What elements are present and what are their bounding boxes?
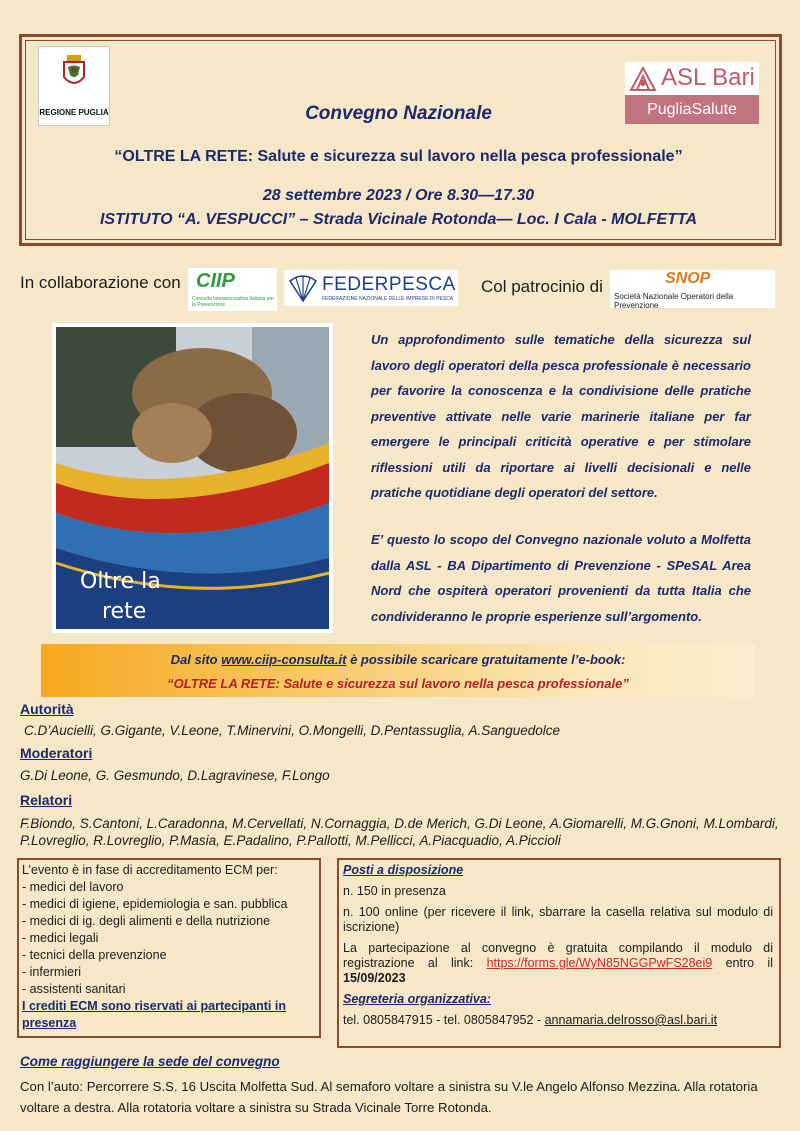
partecipazione-text: La partecipazione al convegno è gratuita compilando il modulo di registrazione al link: (343, 941, 773, 970)
photo-caption-line2: rete (102, 599, 147, 624)
ciip-site-link[interactable]: www.ciip-consulta.it (221, 652, 347, 667)
registration-link[interactable]: https://forms.gle/WyN85NGGPwFS28ei9 (486, 956, 713, 970)
directions-heading: Come raggiungere la sede del convegno (20, 1054, 280, 1069)
federpesca-shell-icon (288, 273, 318, 303)
intro-paragraph-1: Un approfondimento sulle tematiche della sicurezza sul lavoro degli operatori della pesca professionale è necessario per favorire la conoscenza e la condivisione delle pratiche preventive attivate nelle varie marinerie italiane per far emergere le principali criticità operative e per stimolare riflessioni utili da riportare ai livelli decisionali e nelle pratiche quotidiane degli operatori del settore. (371, 332, 751, 500)
asl-logo-tagline: PugliaSalute (625, 95, 759, 124)
snop-logo-brand: SNOP (665, 270, 711, 287)
ecm-info (22, 862, 322, 1032)
ebook-banner-prefix: Dal sito (170, 652, 222, 667)
entro-text: entro il (712, 956, 773, 970)
registration-deadline: 15/09/2023 (343, 971, 406, 985)
moderatori-list: G.Di Leone, G. Gesmundo, D.Lagravinese, F.Longo (20, 768, 330, 783)
regione-logo-text: REGIONE PUGLIA (39, 108, 109, 117)
ebook-quote-close: ” (622, 676, 629, 691)
collab-label: In collaborazione con (20, 273, 181, 292)
segreteria-email[interactable]: annamaria.delrosso@asl.bari.it (544, 1013, 718, 1027)
ebook-banner-line1 (41, 652, 755, 667)
ebook-title: OLTRE LA RETE: Salute e sicurezza sul lavoro nella pesca professionale (173, 676, 623, 691)
intro-paragraph-2: E’ questo lo scopo del Convegno nazionale voluto a Molfetta dalla ASL - BA Dipartimento di Prevenzione - SPeSAL Area Nord che ospiterà operatori provenienti da tutta Italia che condivideranno le proprie esperienze sull’argomento. (371, 532, 751, 624)
ecm-item: - infermieri (22, 965, 82, 979)
convegno-date: 28 settembre 2023 / Ore 8.30—17.30 (262, 187, 535, 204)
convegno-subtitle: “OLTRE LA RETE: Salute e sicurezza sul lavoro nella pesca professionale” (114, 148, 683, 165)
ebook-banner-line2 (41, 676, 755, 691)
directions-text: Con l’auto: Percorrere S.S. 16 Uscita Molfetta Sud. Al semaforo voltare a sinistra su V.le Angelo Alfonso Mezzina. Alla rotatoria voltare a destra. Alla rotatoria voltare a sinistra su Strada Vicinale Torre Rotonda. (20, 1079, 758, 1115)
ecm-item: - medici del lavoro (22, 880, 124, 894)
asl-flower-icon (629, 66, 657, 92)
convegno-title: Convegno Nazionale (305, 103, 492, 124)
ecm-item: - medici di igiene, epidemiologia e san. pubblica (22, 897, 288, 911)
asl-logo-name: ASL Bari (661, 64, 755, 91)
ebook-banner-suffix: è possibile scaricare gratuitamente l’e-book: (346, 652, 626, 667)
ciip-logo-sub: Consulta Interassociativa Italiana per la Prevenzione (192, 296, 274, 308)
autorita-list: C.D’Aucielli, G.Gigante, V.Leone, T.Minervini, O.Mongelli, D.Pentassuglia, A.Sanguedolce (24, 723, 561, 738)
patrocinio-label: Col patrocinio di (481, 277, 603, 296)
regione-crest-icon (61, 55, 87, 91)
segreteria-contacts (343, 1013, 773, 1028)
snop-logo-sub: Società Nazionale Operatori della Prevenzione (614, 292, 734, 310)
convegno-place: ISTITUTO “A. VESPUCCI” – Strada Vicinale Rotonda— Loc. I Cala - MOLFETTA (99, 211, 698, 228)
ciip-logo (188, 268, 277, 311)
moderatori-heading: Moderatori (20, 745, 93, 761)
federpesca-logo-brand: FEDERPESCA (322, 274, 456, 295)
federpesca-logo-sub: FEDERAZIONE NAZIONALE DELLE IMPRESE DI PESCA (322, 296, 454, 302)
ecm-note: I crediti ECM sono riservati ai partecipanti in presenza (22, 999, 286, 1030)
ecm-intro: L’evento è in fase di accreditamento ECM per: (22, 863, 278, 877)
relatori-list: F.Biondo, S.Cantoni, L.Caradonna, M.Cervellati, N.Cornaggia, D.de Merich, G.Di Leone, A.Giomarelli, M.G.Gnoni, M.Lombardi, P.Lovreglio, R.Lovreglio, P.Masia, E.Padalino, P.Pallotti, M.Pellicci, A.Piacquadio, A.Piccioli (20, 816, 779, 848)
boat-photo (52, 323, 333, 633)
relatori-heading: Relatori (20, 792, 73, 808)
autorita-heading: Autorità (20, 701, 74, 717)
ecm-item: - medici di ig. degli alimenti e della nutrizione (22, 914, 271, 928)
ciip-logo-brand: CIIP (196, 270, 235, 292)
posti-presenza: n. 150 in presenza (343, 884, 446, 898)
segreteria-heading: Segreteria organizzativa: (343, 992, 491, 1006)
federpesca-logo (284, 270, 458, 306)
ecm-item: - assistenti sanitari (22, 982, 126, 996)
ebook-quote-open: “ (167, 676, 174, 691)
posti-info (343, 863, 773, 1034)
snop-logo (610, 270, 775, 308)
ecm-item: - medici legali (22, 931, 99, 945)
posti-heading: Posti a disposizione (343, 863, 464, 877)
photo-caption-line1: Oltre la (80, 569, 161, 594)
posti-online: n. 100 online (per ricevere il link, sbarrare la casella relativa sul modulo di iscrizione) (343, 905, 773, 934)
segreteria-phones: tel. 0805847915 - tel. 0805847952 - (343, 1013, 545, 1027)
ecm-item: - tecnici della prevenzione (22, 948, 167, 962)
posti-partecipazione (343, 941, 773, 986)
